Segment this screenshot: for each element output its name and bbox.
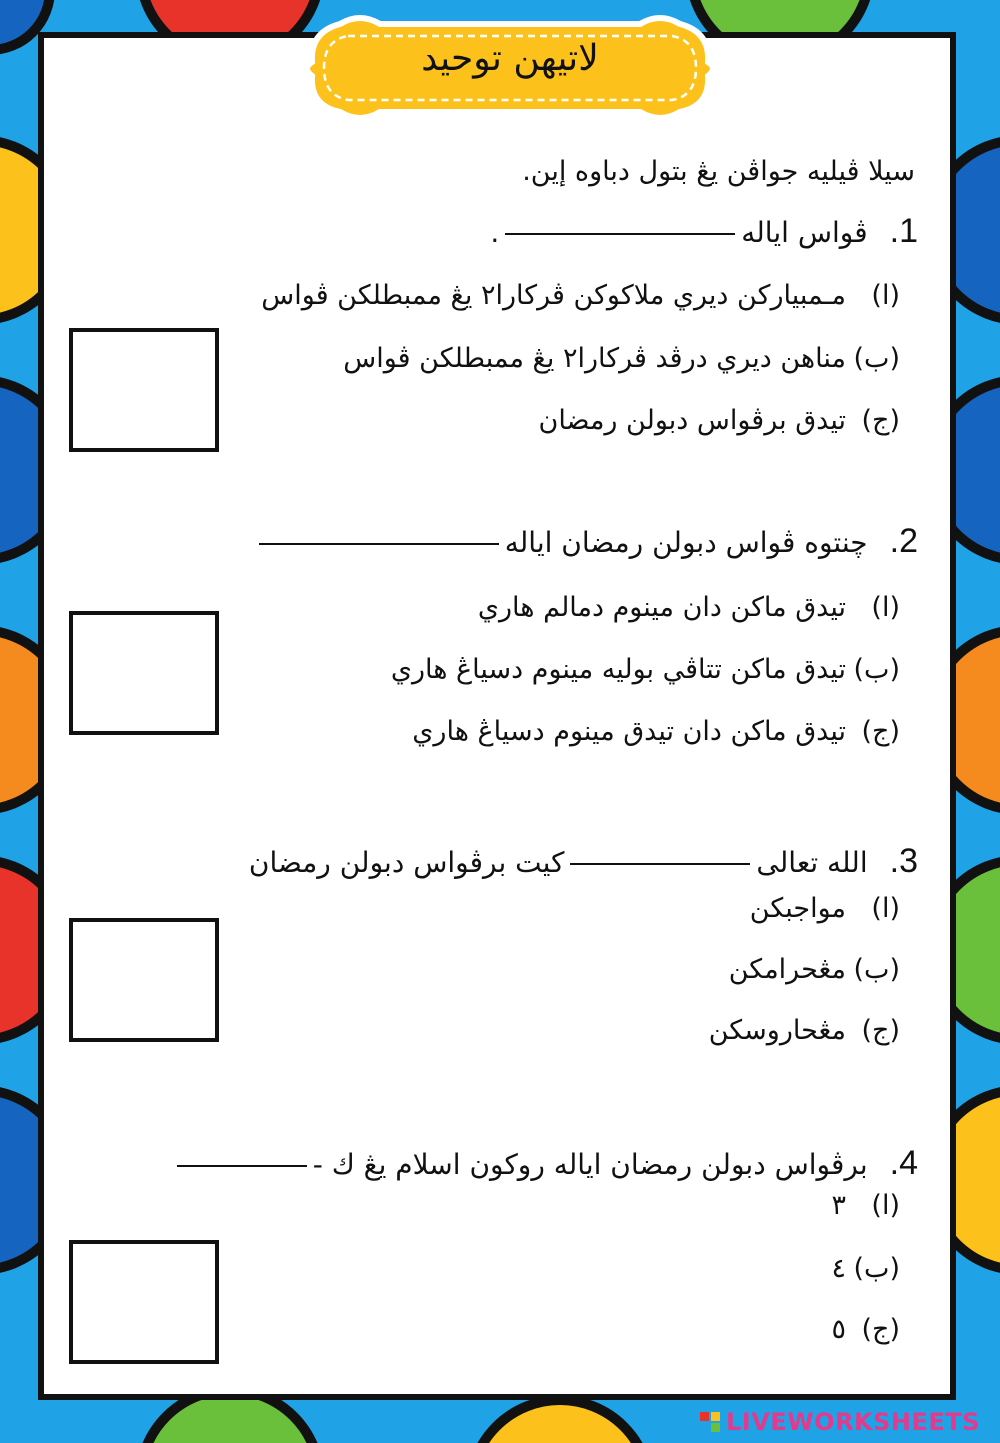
option-text: مناهن ديري درڤد ڤركارا٢ يڠ ممبطلكن ڤواس bbox=[343, 343, 846, 374]
option-letter: (ب) bbox=[853, 343, 900, 374]
option-3b bbox=[729, 954, 900, 985]
option-text: تيدق برڤواس دبولن رمضان bbox=[538, 405, 846, 436]
question-text: چنتوه ڤواس دبولن رمضان اياله bbox=[504, 526, 868, 559]
option-text: مـمبياركن ديري ملاكوكن ڤركارا٢ يڠ ممبطلكن ڤواس bbox=[261, 280, 846, 311]
answer-box-3[interactable] bbox=[69, 918, 219, 1042]
option-3c bbox=[709, 1015, 900, 1046]
option-letter: (ج) bbox=[861, 405, 900, 436]
question-1 bbox=[490, 212, 918, 251]
question-number: 3. bbox=[889, 842, 918, 880]
option-1c bbox=[539, 405, 901, 436]
question-text: ڤواس اياله bbox=[741, 216, 868, 249]
answer-box-4[interactable] bbox=[69, 1240, 219, 1364]
question-4 bbox=[171, 1144, 918, 1183]
answer-box-2[interactable] bbox=[69, 611, 219, 735]
question-number: 4. bbox=[889, 1144, 918, 1182]
answer-blank bbox=[259, 543, 499, 545]
option-text: تيدق ماكن دان مينوم دمالم هاري bbox=[477, 592, 846, 623]
option-letter: (ج) bbox=[861, 1015, 900, 1046]
question-number: 1. bbox=[889, 212, 918, 250]
option-letter: (ج) bbox=[861, 716, 900, 747]
option-2c bbox=[412, 716, 900, 747]
option-text: ٣ bbox=[831, 1190, 846, 1221]
question-text: الله تعالى bbox=[756, 846, 868, 879]
option-4a bbox=[831, 1190, 900, 1221]
option-letter: (ا) bbox=[871, 893, 900, 924]
option-letter: (ا) bbox=[871, 1190, 900, 1221]
logo-text: LIVEWORKSHEETS bbox=[726, 1408, 980, 1436]
answer-blank bbox=[505, 233, 735, 235]
answer-blank bbox=[177, 1165, 307, 1167]
option-1b bbox=[343, 343, 900, 374]
instruction-text: سيلا ڤيليه جواڤن يڠ بتول دباوه إين. bbox=[522, 156, 915, 187]
option-letter: (ب) bbox=[853, 954, 900, 985]
option-1a bbox=[261, 280, 900, 311]
question-number: 2. bbox=[889, 522, 918, 560]
liveworksheets-logo-icon bbox=[700, 1412, 720, 1432]
answer-box-1[interactable] bbox=[69, 328, 219, 452]
option-text: تيدق ماكن دان تيدق مينوم دسياڠ هاري bbox=[412, 716, 846, 747]
option-letter: (ا) bbox=[871, 592, 900, 623]
option-2b bbox=[391, 654, 900, 685]
option-text: تيدق ماكن تتاڤي بوليه مينوم دسياڠ هاري bbox=[390, 654, 846, 685]
option-letter: (ب) bbox=[853, 654, 900, 685]
option-3a bbox=[750, 893, 900, 924]
question-3 bbox=[249, 842, 918, 881]
option-4c bbox=[831, 1314, 900, 1345]
option-4b bbox=[831, 1253, 900, 1284]
option-text: مڠحاروسكن bbox=[708, 1015, 846, 1046]
answer-blank bbox=[570, 863, 750, 865]
option-text: ٤ bbox=[831, 1253, 846, 1284]
question-text: برڤواس دبولن رمضان اياله روكون اسلام يڠ ك - bbox=[312, 1148, 868, 1181]
option-letter: (ج) bbox=[861, 1314, 900, 1345]
question-suffix: . bbox=[490, 216, 500, 249]
option-text: ٥ bbox=[831, 1314, 846, 1345]
page-title: لاتيهن توحيد bbox=[421, 38, 599, 79]
question-suffix: كيت برڤواس دبولن رمضان bbox=[248, 846, 565, 879]
question-2 bbox=[253, 522, 918, 561]
liveworksheets-logo bbox=[700, 1408, 998, 1440]
option-2a bbox=[478, 592, 900, 623]
option-text: مڠحرامكن bbox=[728, 954, 846, 985]
option-text: مواجبكن bbox=[749, 893, 846, 924]
option-letter: (ا) bbox=[871, 280, 900, 311]
option-letter: (ب) bbox=[853, 1253, 900, 1284]
